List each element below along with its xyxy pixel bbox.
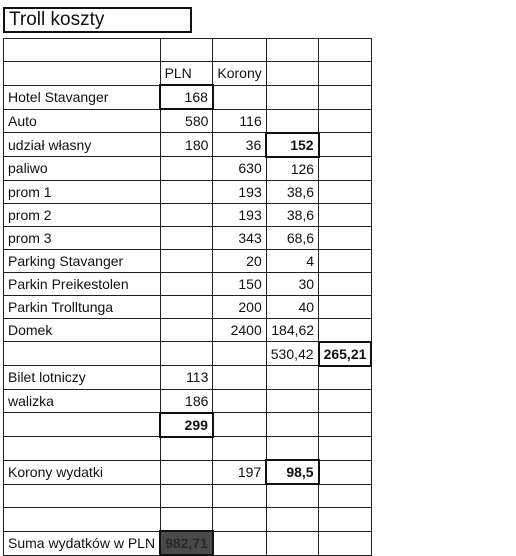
table-row bbox=[4, 437, 372, 461]
table-row bbox=[4, 39, 372, 62]
converted-cell[interactable]: 30 bbox=[266, 272, 318, 295]
cell[interactable] bbox=[160, 180, 213, 203]
table-row bbox=[4, 389, 372, 413]
cell[interactable] bbox=[319, 39, 372, 62]
row-label[interactable]: Auto bbox=[4, 109, 161, 133]
cell[interactable] bbox=[213, 484, 266, 508]
header-row bbox=[4, 62, 372, 86]
cell[interactable] bbox=[319, 133, 372, 157]
total-row bbox=[4, 531, 372, 555]
cost-table bbox=[3, 38, 372, 556]
cell[interactable] bbox=[213, 508, 266, 532]
cell[interactable] bbox=[266, 531, 318, 555]
table-row bbox=[4, 366, 372, 390]
cell[interactable] bbox=[319, 62, 372, 86]
converted-cell[interactable]: 152 bbox=[266, 133, 318, 157]
cell[interactable] bbox=[266, 366, 318, 390]
cell[interactable] bbox=[319, 85, 372, 109]
cell[interactable] bbox=[160, 437, 213, 461]
table-row bbox=[4, 226, 372, 249]
subtotal-row bbox=[4, 342, 372, 366]
sheet-title[interactable]: Troll koszty bbox=[3, 7, 192, 33]
cell[interactable] bbox=[160, 157, 213, 181]
converted-cell[interactable]: 40 bbox=[266, 295, 318, 318]
cell[interactable] bbox=[319, 318, 372, 342]
pln-cell[interactable]: 580 bbox=[160, 109, 213, 133]
korony-cell[interactable]: 2400 bbox=[213, 318, 266, 342]
row-label[interactable]: udział własny bbox=[4, 133, 161, 157]
korony-cell[interactable]: 630 bbox=[213, 157, 266, 181]
row-label[interactable]: Domek bbox=[4, 318, 161, 342]
table-row bbox=[4, 413, 372, 437]
cell[interactable] bbox=[319, 437, 372, 461]
cell[interactable] bbox=[266, 389, 318, 413]
cell[interactable] bbox=[4, 484, 161, 508]
cell[interactable] bbox=[160, 226, 213, 249]
cell[interactable] bbox=[213, 437, 266, 461]
table-row bbox=[4, 460, 372, 484]
cell[interactable] bbox=[160, 342, 213, 366]
row-label[interactable]: prom 2 bbox=[4, 203, 161, 226]
cell[interactable] bbox=[319, 157, 372, 181]
row-label[interactable]: Parking Stavanger bbox=[4, 249, 161, 272]
cell[interactable] bbox=[319, 508, 372, 532]
cell[interactable] bbox=[160, 203, 213, 226]
row-label[interactable]: Parkin Preikestolen bbox=[4, 272, 161, 295]
converted-cell[interactable]: 38,6 bbox=[266, 180, 318, 203]
cell[interactable] bbox=[319, 413, 372, 437]
pln-cell[interactable]: 186 bbox=[160, 389, 213, 413]
cell[interactable] bbox=[266, 85, 318, 109]
korony-cell[interactable]: 36 bbox=[213, 133, 266, 157]
converted-subtotal[interactable]: 530,42 bbox=[266, 342, 318, 366]
cell[interactable] bbox=[4, 342, 161, 366]
cell[interactable] bbox=[213, 85, 266, 109]
cell[interactable] bbox=[213, 366, 266, 390]
cell[interactable] bbox=[213, 389, 266, 413]
cell[interactable] bbox=[4, 413, 161, 437]
korony-cell[interactable]: 193 bbox=[213, 203, 266, 226]
converted-cell[interactable]: 184,62 bbox=[266, 318, 318, 342]
row-label[interactable]: Parkin Trolltunga bbox=[4, 295, 161, 318]
table-row bbox=[4, 249, 372, 272]
header-pln[interactable]: PLN bbox=[160, 62, 213, 86]
pln-cell[interactable]: 180 bbox=[160, 133, 213, 157]
row-label[interactable]: walizka bbox=[4, 389, 161, 413]
pln-cell[interactable]: 168 bbox=[160, 85, 213, 109]
converted-cell[interactable]: 4 bbox=[266, 249, 318, 272]
cell[interactable] bbox=[4, 508, 161, 532]
table-row bbox=[4, 295, 372, 318]
cell[interactable] bbox=[160, 318, 213, 342]
cell[interactable] bbox=[266, 413, 318, 437]
converted-cell[interactable]: 126 bbox=[266, 157, 318, 181]
cell[interactable] bbox=[266, 508, 318, 532]
korony-cell[interactable]: 150 bbox=[213, 272, 266, 295]
table-row bbox=[4, 484, 372, 508]
table-row bbox=[4, 85, 372, 109]
korony-cell[interactable]: 116 bbox=[213, 109, 266, 133]
pln-cell[interactable]: 113 bbox=[160, 366, 213, 390]
table-row bbox=[4, 133, 372, 157]
row-label[interactable]: prom 1 bbox=[4, 180, 161, 203]
cell[interactable] bbox=[4, 39, 161, 62]
table-row bbox=[4, 508, 372, 532]
cell[interactable] bbox=[319, 109, 372, 133]
converted-cell[interactable]: 68,6 bbox=[266, 226, 318, 249]
korony-cell[interactable]: 193 bbox=[213, 180, 266, 203]
cell[interactable] bbox=[319, 389, 372, 413]
cell[interactable] bbox=[319, 531, 372, 555]
table-row bbox=[4, 180, 372, 203]
cell[interactable] bbox=[266, 62, 318, 86]
cell[interactable] bbox=[319, 460, 372, 484]
row-label[interactable]: prom 3 bbox=[4, 226, 161, 249]
cell[interactable] bbox=[213, 39, 266, 62]
korony-cell[interactable]: 20 bbox=[213, 249, 266, 272]
row-label[interactable]: Korony wydatki bbox=[4, 460, 161, 484]
cell[interactable] bbox=[319, 180, 372, 203]
header-korony[interactable]: Korony bbox=[213, 62, 266, 86]
cell[interactable] bbox=[160, 508, 213, 532]
cell[interactable] bbox=[266, 39, 318, 62]
cell[interactable] bbox=[319, 295, 372, 318]
converted-cell[interactable]: 38,6 bbox=[266, 203, 318, 226]
cell[interactable] bbox=[160, 249, 213, 272]
cell[interactable] bbox=[319, 226, 372, 249]
row-label[interactable]: Bilet lotniczy bbox=[4, 366, 161, 390]
cell[interactable] bbox=[213, 342, 266, 366]
cell[interactable] bbox=[319, 272, 372, 295]
cell[interactable] bbox=[319, 249, 372, 272]
cell[interactable] bbox=[266, 109, 318, 133]
cell[interactable] bbox=[319, 203, 372, 226]
cell[interactable] bbox=[319, 366, 372, 390]
half-subtotal[interactable]: 265,21 bbox=[319, 342, 372, 366]
korony-cell[interactable]: 200 bbox=[213, 295, 266, 318]
cell[interactable] bbox=[4, 62, 161, 86]
cell[interactable] bbox=[213, 413, 266, 437]
converted-cell[interactable]: 98,5 bbox=[266, 460, 318, 484]
table-row bbox=[4, 318, 372, 342]
cell[interactable] bbox=[160, 272, 213, 295]
table-row bbox=[4, 272, 372, 295]
table-row bbox=[4, 157, 372, 181]
cell[interactable] bbox=[160, 484, 213, 508]
cell[interactable] bbox=[266, 437, 318, 461]
pln-sum[interactable]: 299 bbox=[160, 413, 213, 437]
cell[interactable] bbox=[266, 484, 318, 508]
cell[interactable] bbox=[160, 295, 213, 318]
korony-cell[interactable]: 197 bbox=[213, 460, 266, 484]
table-row bbox=[4, 203, 372, 226]
korony-cell[interactable]: 343 bbox=[213, 226, 266, 249]
cell[interactable] bbox=[4, 437, 161, 461]
cell[interactable] bbox=[319, 484, 372, 508]
table-row bbox=[4, 109, 372, 133]
cell[interactable] bbox=[160, 460, 213, 484]
row-label[interactable]: paliwo bbox=[4, 157, 161, 181]
grand-total[interactable]: 982,71 bbox=[160, 531, 213, 555]
row-label[interactable]: Suma wydatków w PLN bbox=[4, 531, 161, 555]
row-label[interactable]: Hotel Stavanger bbox=[4, 85, 161, 109]
cell[interactable] bbox=[213, 531, 266, 555]
cell[interactable] bbox=[160, 39, 213, 62]
